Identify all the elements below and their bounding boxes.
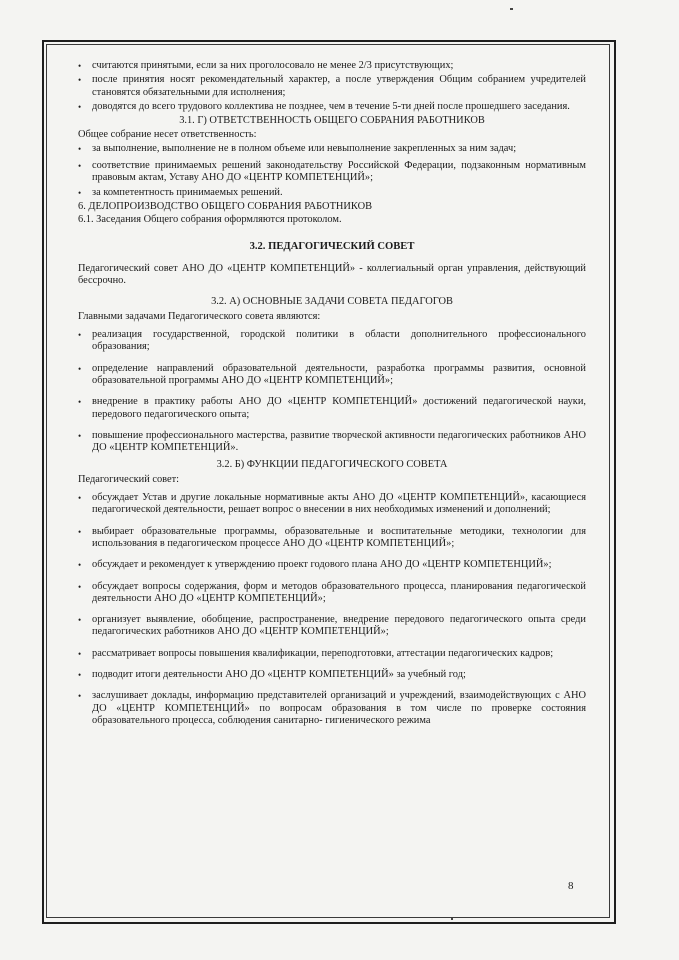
bullet-icon: • — [78, 648, 82, 659]
bullet-icon: • — [78, 330, 82, 341]
section-heading-3-2: 3.2. ПЕДАГОГИЧЕСКИЙ СОВЕТ — [249, 240, 415, 252]
bullet-icon: • — [78, 615, 82, 626]
list-item — [78, 160, 586, 185]
list-item-text: обсуждает и рекомендует к утверждению проект годового плана АНО ДО «ЦЕНТР КОМПЕТЕНЦИЙ»; — [92, 559, 552, 571]
bullet-icon: • — [78, 101, 82, 112]
bullet-icon: • — [78, 397, 82, 408]
list-item-text: выбирает образовательные программы, образовательные и воспитательные методики, технологии для использования в педагогическом процессе АНО ДО «ЦЕНТР КОМПЕТЕНЦИЙ»; — [92, 525, 586, 549]
list-item-text: заслушивает доклады, информацию представителей организаций и учреждений, взаимодействующих с АНО ДО «ЦЕНТР КОМПЕТЕНЦИЙ» по вопросам образования в том числе по проверке состояния образовательного процесса, соблюдения санитарно- гигиенического режима — [92, 690, 586, 726]
list-item — [78, 614, 586, 639]
section-3-2-a-intro: Главными задачами Педагогического совета являются: — [78, 310, 321, 322]
list-item — [78, 60, 586, 72]
list-item-text: обсуждает вопросы содержания, форм и методов образовательного процесса, планирования педагогической деятельности АНО ДО «ЦЕНТР КОМПЕТЕНЦИЙ»; — [92, 580, 586, 604]
list-item — [78, 363, 586, 388]
bullet-icon: • — [78, 363, 82, 374]
section-heading-3-2-b: 3.2. Б) ФУНКЦИИ ПЕДАГОГИЧЕСКОГО СОВЕТА — [216, 459, 448, 471]
list-item — [78, 559, 586, 571]
bullet-icon: • — [78, 581, 82, 592]
scan-speck — [451, 918, 453, 920]
list-item-text: организует выявление, обобщение, распространение, внедрение передового педагогического опыта среди педагогических работников АНО ДО «ЦЕНТР КОМПЕТЕНЦИЙ»; — [92, 614, 586, 638]
list-item — [78, 648, 586, 660]
tasks-list — [78, 329, 586, 454]
bullet-icon: • — [78, 691, 82, 702]
list-item — [78, 74, 586, 99]
bullet-icon: • — [78, 75, 82, 86]
bullet-icon: • — [78, 560, 82, 571]
document-page — [78, 60, 586, 729]
section-heading-3-1-g: 3.1. Г) ОТВЕТСТВЕННОСТЬ ОБЩЕГО СОБРАНИЯ РАБОТНИКОВ — [179, 115, 485, 127]
list-item-text: обсуждает Устав и другие локальные нормативные акты АНО ДО «ЦЕНТР КОМПЕТЕНЦИЙ», касающиеся педагогической деятельности, решает вопрос о внесении в них необходимых изменений и дополнений; — [92, 492, 586, 516]
list-item — [78, 430, 586, 455]
list-item-text: внедрение в практику работы АНО ДО «ЦЕНТР КОМПЕТЕНЦИЙ» достижений педагогической науки, передового педагогического опыта; — [92, 396, 586, 420]
bullet-icon: • — [78, 161, 82, 172]
section-6-text: 6.1. Заседания Общего собрания оформляются протоколом. — [78, 214, 342, 226]
list-item — [78, 492, 586, 517]
section-3-2-intro: Педагогический совет АНО ДО «ЦЕНТР КОМПЕТЕНЦИЙ» - коллегиальный орган управления, действующий бессрочно. — [78, 262, 586, 287]
list-item-text: реализация государственной, городской политики в области дополнительного профессионального образования; — [92, 329, 586, 353]
bullet-icon: • — [78, 430, 82, 441]
section-3-2-b-intro: Педагогический совет: — [78, 473, 180, 485]
bullet-icon: • — [78, 669, 82, 680]
list-item — [78, 329, 586, 354]
bullet-icon: • — [78, 187, 82, 198]
responsibility-list — [78, 143, 586, 199]
bullet-icon: • — [78, 526, 82, 537]
functions-list — [78, 492, 586, 727]
list-item — [78, 143, 586, 155]
scan-speck — [510, 8, 513, 10]
list-item — [78, 581, 586, 606]
list-item-text: считаются принятыми, если за них проголосовало не менее 2/3 присутствующих; — [92, 60, 454, 71]
list-item-text: после принятия носят рекомендательный характер, а после утверждения Общим собранием учредителей становятся обязательными для исполнения; — [92, 74, 586, 98]
list-item-text: за компетентность принимаемых решений. — [92, 186, 283, 198]
list-item — [78, 690, 586, 727]
list-item-text: рассматривает вопросы повышения квалификации, переподготовки, аттестации педагогических кадров; — [92, 647, 554, 659]
list-item — [78, 101, 586, 113]
page-number: 8 — [568, 880, 574, 892]
list-item — [78, 669, 586, 681]
bullet-icon: • — [78, 493, 82, 504]
section-heading-6: 6. ДЕЛОПРОИЗВОДСТВО ОБЩЕГО СОБРАНИЯ РАБОТНИКОВ — [78, 200, 373, 212]
list-item-text: подводит итоги деятельности АНО ДО «ЦЕНТР КОМПЕТЕНЦИЙ» за учебный год; — [92, 668, 466, 680]
bullet-icon: • — [78, 143, 82, 154]
list-item-text: соответствие принимаемых решений законодательству Российской Федерации, подзаконным нормативным правовым актам, Уставу АНО ДО «ЦЕНТР КОМПЕТЕНЦИЙ»; — [92, 160, 586, 184]
list-item — [78, 187, 586, 199]
bullet-icon: • — [78, 61, 82, 71]
section-heading-3-2-a: 3.2. А) ОСНОВНЫЕ ЗАДАЧИ СОВЕТА ПЕДАГОГОВ — [211, 296, 453, 308]
top-list — [78, 60, 586, 113]
list-item-text: определение направлений образовательной деятельности, разработка программы развития, основной образовательной программы АНО ДО «ЦЕНТР КОМПЕТЕНЦИЙ»; — [92, 362, 586, 386]
list-item-text: повышение профессионального мастерства, развитие творческой активности педагогических работников АНО ДО «ЦЕНТР КОМПЕТЕНЦИЙ». — [92, 429, 586, 454]
list-item-text: доводятся до всего трудового коллектива не позднее, чем в течение 5-ти дней после прошедшего заседания. — [92, 100, 570, 112]
list-item — [78, 526, 586, 551]
list-item-text: за выполнение, выполнение не в полном объеме или невыполнение закрепленных за ним задач; — [92, 142, 517, 154]
list-item — [78, 396, 586, 421]
section-intro: Общее собрание несет ответственность: — [78, 129, 257, 141]
